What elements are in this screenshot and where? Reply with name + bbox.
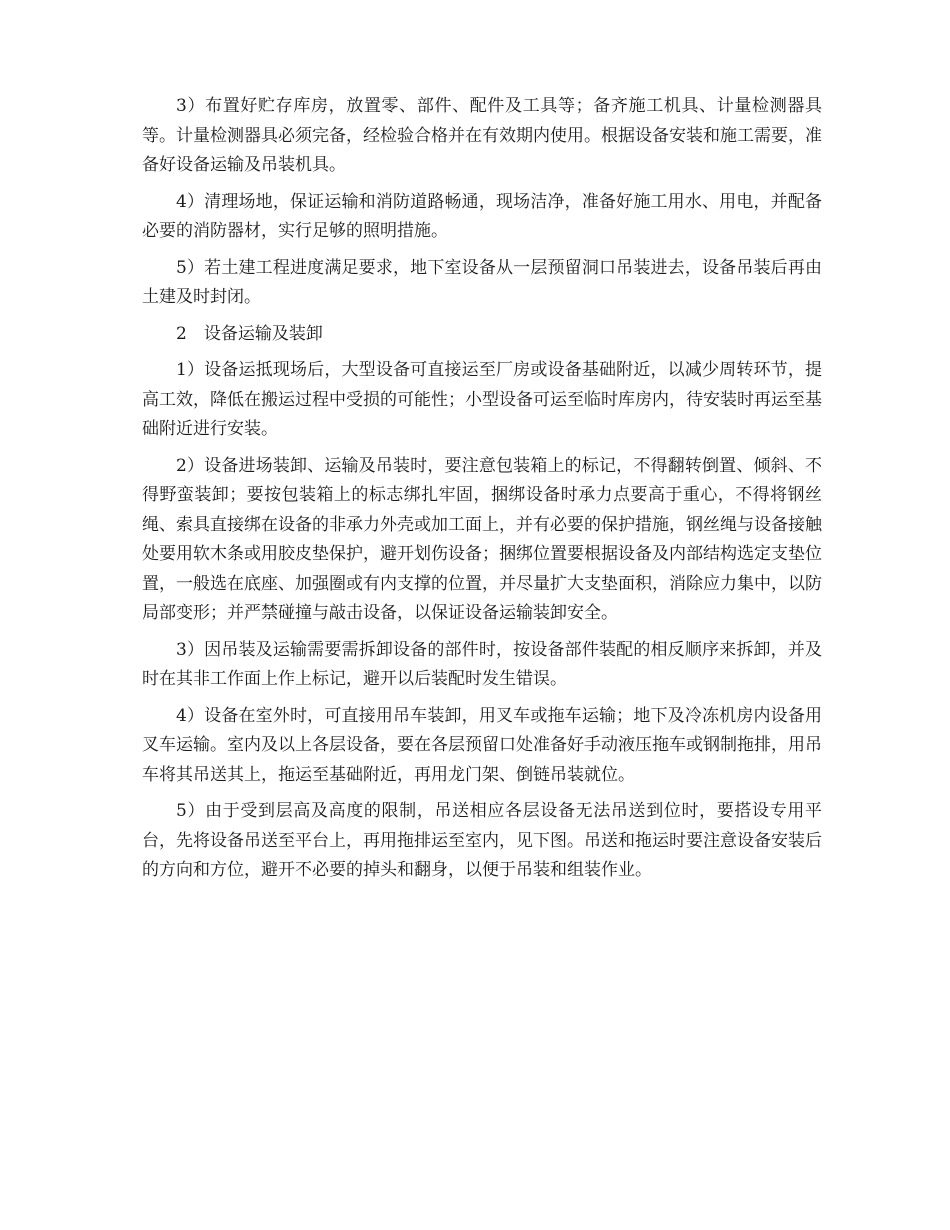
paragraph-4-site-clearing: 4）清理场地，保证运输和消防道路畅通，现场洁净，准备好施工用水、用电，并配备必要的消防器材，实行足够的照明措施。 <box>142 191 822 241</box>
section-paragraph-3: 3）因吊装及运输需要需拆卸设备的部件时，按设备部件装配的相反顺序来拆卸，并及时在其非工作面上作上标记，避开以后装配时发生错误。 <box>142 639 822 689</box>
paragraph-3-storage: 3）布置好贮存库房，放置零、部件、配件及工具等；备齐施工机具、计量检测器具等。计量检测器具必须完备，经检验合格并在有效期内使用。根据设备安装和施工需要，准备好设备运输及吊装机具。 <box>142 96 822 175</box>
section-heading: 2 设备运输及装卸 <box>176 323 323 344</box>
section-paragraph-4: 4）设备在室外时，可直接用吊车装卸，用叉车或拖车运输；地下及冷冻机房内设备用叉车运输。室内及以上各层设备，要在各层预留口处准备好手动液压拖车或钢制拖排，用吊车将其吊送其上，拖运至基础附近，再用龙门架、倒链吊装就位。 <box>142 705 822 785</box>
section-paragraph-1: 1）设备运抵现场后，大型设备可直接运至厂房或设备基础附近，以减少周转环节，提高工效，降低在搬运过程中受损的可能性；小型设备可运至临时库房内，待安装时再运至基础附近进行安装。 <box>142 360 822 439</box>
section-paragraph-5: 5）由于受到层高及高度的限制，吊送相应各层设备无法吊送到位时，要搭设专用平台，先将设备吊送至平台上，再用拖排运至室内，见下图。吊送和拖运时要注意设备安装后的方向和方位，避开不必要的掉头和翻身，以便于吊装和组装作业。 <box>142 801 822 880</box>
document-body <box>142 92 822 893</box>
section-paragraph-2: 2）设备进场装卸、运输及吊装时，要注意包装箱上的标记，不得翻转倒置、倾斜、不得野蛮装卸；要按包装箱上的标志绑扎牢固，捆绑设备时承力点要高于重心，不得将钢丝绳、索具直接绑在设备的非承力外壳或加工面上，并有必要的保护措施，钢丝绳与设备接触处要用软木条或用胶皮垫保护，避开划伤设备；捆绑位置要根据设备及内部结构选定支垫位置，一般选在底座、加强圈或有内支撑的位置，并尽量扩大支垫面积，消除应力集中，以防局部变形；并严禁碰撞与敲击设备，以保证设备运输装卸安全。 <box>142 455 822 623</box>
paragraph-5-basement-hoisting: 5）若土建工程进度满足要求，地下室设备从一层预留洞口吊装进去，设备吊装后再由土建及时封闭。 <box>142 257 822 307</box>
